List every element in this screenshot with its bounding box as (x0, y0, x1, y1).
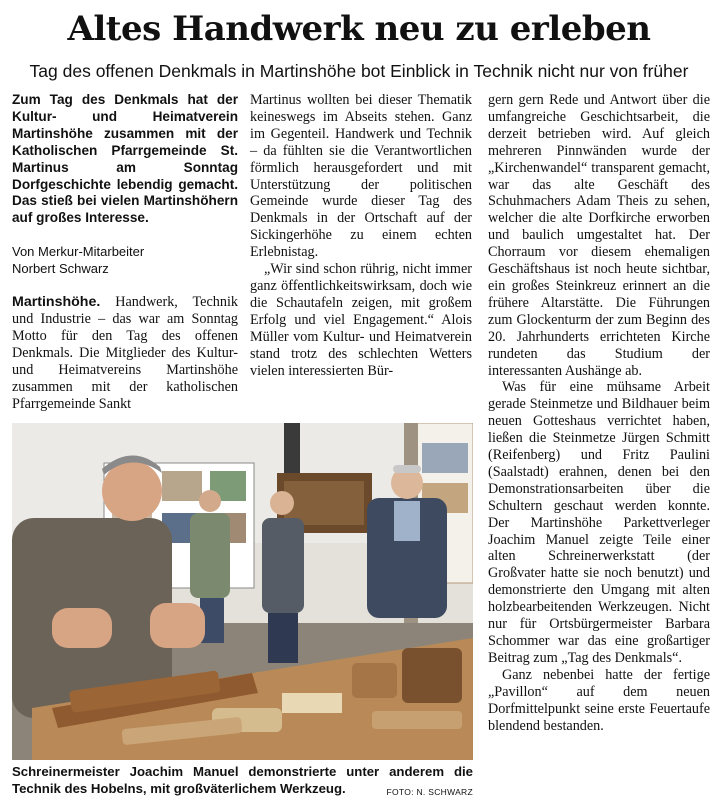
paragraph-1 (12, 294, 238, 412)
paragraph-1-text: Handwerk, Technik und Industrie – das war am Sonntag Motto für den Tag des offenen Denkmals. Die Mitglieder des Kultur- und Heimatvereins Martinshöhe zusammen mit der katholischen Pfarrgemeinde Sankt (12, 294, 238, 412)
column-1 (12, 92, 238, 413)
paragraph-4: Ganz nebenbei hatte der fertige „Pavillon“ auf dem neuen Dorfmittelpunkt seine erste Feuertaufe blendend bestanden. (488, 666, 710, 734)
caption-text: Schreinermeister Joachim Manuel demonstrierte unter anderem die Technik des Hobelns, mit großväterlichem Werkzeug. (12, 764, 473, 796)
paragraph-1-continued: Martinus wollten bei dieser Thematik keineswegs im Abseits stehen. Ganz im Gegenteil. Handwerk und Technik – da fühlten sie die Verantwortlichen förmlich herausgefordert und mit Unterstützung der politischen Gemeinde wurde dieser Tag des Denkmals in der Ortschaft auf der Sickingerhöhe zu einem echten Erlebnistag. (250, 92, 472, 261)
byline (12, 243, 238, 277)
paragraph-2: „Wir sind schon rührig, nicht immer ganz öffentlichkeitswirksam, doch wie die Schautafeln zeigen, mit großem Erfolg und viel Engagement.“ Alois Müller vom Kultur- und Heimatverein stand trotz des schlechten Wetters vielen interessierten Bür- (250, 261, 472, 379)
photo-caption (12, 763, 473, 801)
subheadline: Tag des offenen Denkmals in Martinshöhe bot Einblick in Technik nicht nur von früher (29, 61, 689, 81)
photo-credit: FOTO: N. SCHWARZ (386, 787, 473, 797)
dateline: Martinshöhe. (12, 294, 101, 311)
headline: Altes Handwerk neu zu erleben (67, 9, 651, 49)
column-2 (250, 92, 472, 379)
byline-line-1: Von Merkur-Mitarbeiter (12, 244, 145, 260)
paragraph-2-continued: gern gern Rede und Antwort über die umfangreiche Geschichtsarbeit, die derzeit betrieben wird. Auf gleich mehreren Pinnwänden wurde der „Kirchenwandel“ transparent gemacht, war das alte Geschäft des Schuhmachers Adam Theis zu sehen, welcher die alte Dorfkirche erworben und baulich umgestaltet hat. Der Chorraum vor diesem ehemaligen Geschäftshaus ist noch heute sichtbar, ein großes Steinkreuz erinnert an die frühere Altarstätte. Die Führungen zum Glockenturm der zum Beginn des 20. Jahrhunderts errichteten Kirche rundeten das Studium der interessanten Aushänge ab. (488, 92, 710, 379)
teaser: Zum Tag des Denkmals hat der Kultur- und Heimatverein Martinshöhe zusammen mit der Katholischen Pfarrgemeinde St. Martinus am Sonntag Dorfgeschichte lebendig gemacht. Das stieß bei vielen Martinshöhern auf großes Interesse. (12, 92, 238, 226)
workshop-photo-illustration (12, 423, 473, 760)
article-photo (12, 423, 473, 760)
paragraph-3: Was für eine mühsame Arbeit gerade Steinmetze und Bildhauer beim neuen Gotteshaus verrichtet haben, ließen die Steinmetze Jürgen Schmitt (Reifenberg) und Fritz Paulini (Saalstadt) erahnen, denen bei den Demonstrationsarbeiten über die Schultern geschaut werden konnte. Der Martinshöhe Parkettverleger Joachim Manuel zeigte Teile einer alten Schreinerwerkstatt (der Großvater hatte sie noch benutzt) und demonstrierte den Umgang mit alten holzbearbeitenden Werkzeugen. Nicht nur für Ortsbürgermeister Barbara Schommer war das eine großartiger Beitrag zum „Tag des Denkmals“. (488, 379, 710, 666)
byline-author: Norbert Schwarz (12, 261, 109, 277)
column-3 (488, 92, 710, 734)
